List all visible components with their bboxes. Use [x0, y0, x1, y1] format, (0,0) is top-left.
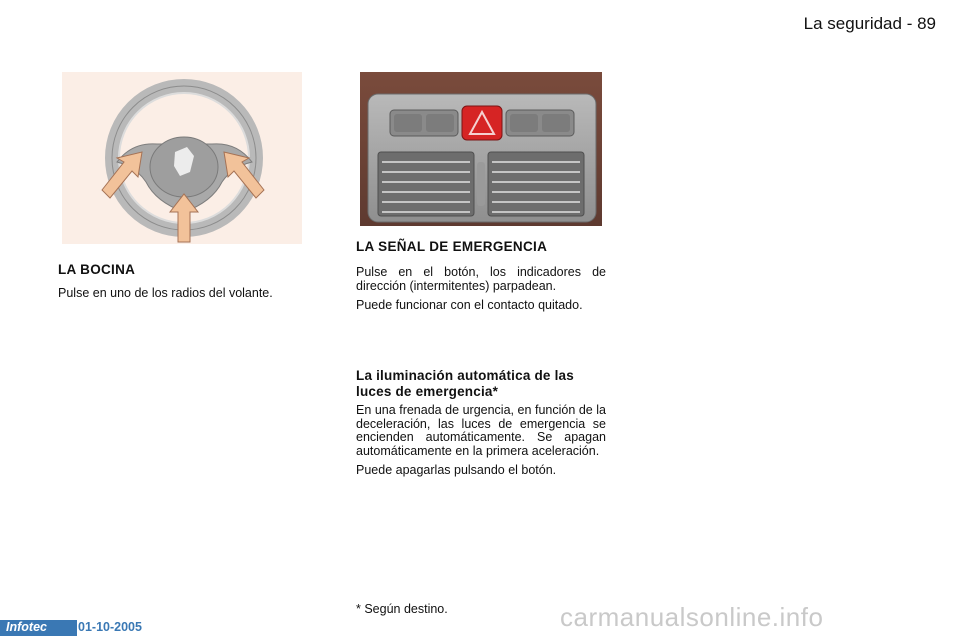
subheading-auto-hazard: La iluminación automática de las luces de emergencia* — [356, 368, 574, 399]
horn-paragraph: Pulse en uno de los radios del volante. — [58, 286, 273, 300]
auto-hazard-text-block — [356, 404, 606, 478]
hazard-text-block — [356, 266, 606, 313]
steering-wheel-illustration — [62, 72, 302, 244]
auto-hazard-paragraph-1: En una frenada de urgencia, en función de la deceleración, las luces de emergencia se encienden automáticamente. Se apagan automáticamente en la primera aceleración. — [356, 403, 606, 458]
section-heading-hazard: LA SEÑAL DE EMERGENCIA — [356, 239, 548, 254]
auto-hazard-paragraph-2: Puede apagarlas pulsando el botón. — [356, 463, 557, 477]
footnote: * Según destino. — [356, 602, 448, 616]
infotec-badge-label: Infotec — [6, 620, 47, 634]
page-header: La seguridad - 89 — [803, 14, 936, 33]
infotec-badge — [0, 620, 77, 636]
hazard-switch-panel-illustration — [360, 72, 602, 226]
footer-date: 01-10-2005 — [78, 620, 142, 634]
section-heading-horn: LA BOCINA — [58, 262, 136, 277]
hazard-paragraph-2: Puede funcionar con el contacto quitado. — [356, 298, 583, 312]
hazard-paragraph-1: Pulse en el botón, los indicadores de dirección (intermitentes) parpadean. — [356, 265, 606, 293]
watermark: carmanualsonline.info — [560, 602, 824, 632]
